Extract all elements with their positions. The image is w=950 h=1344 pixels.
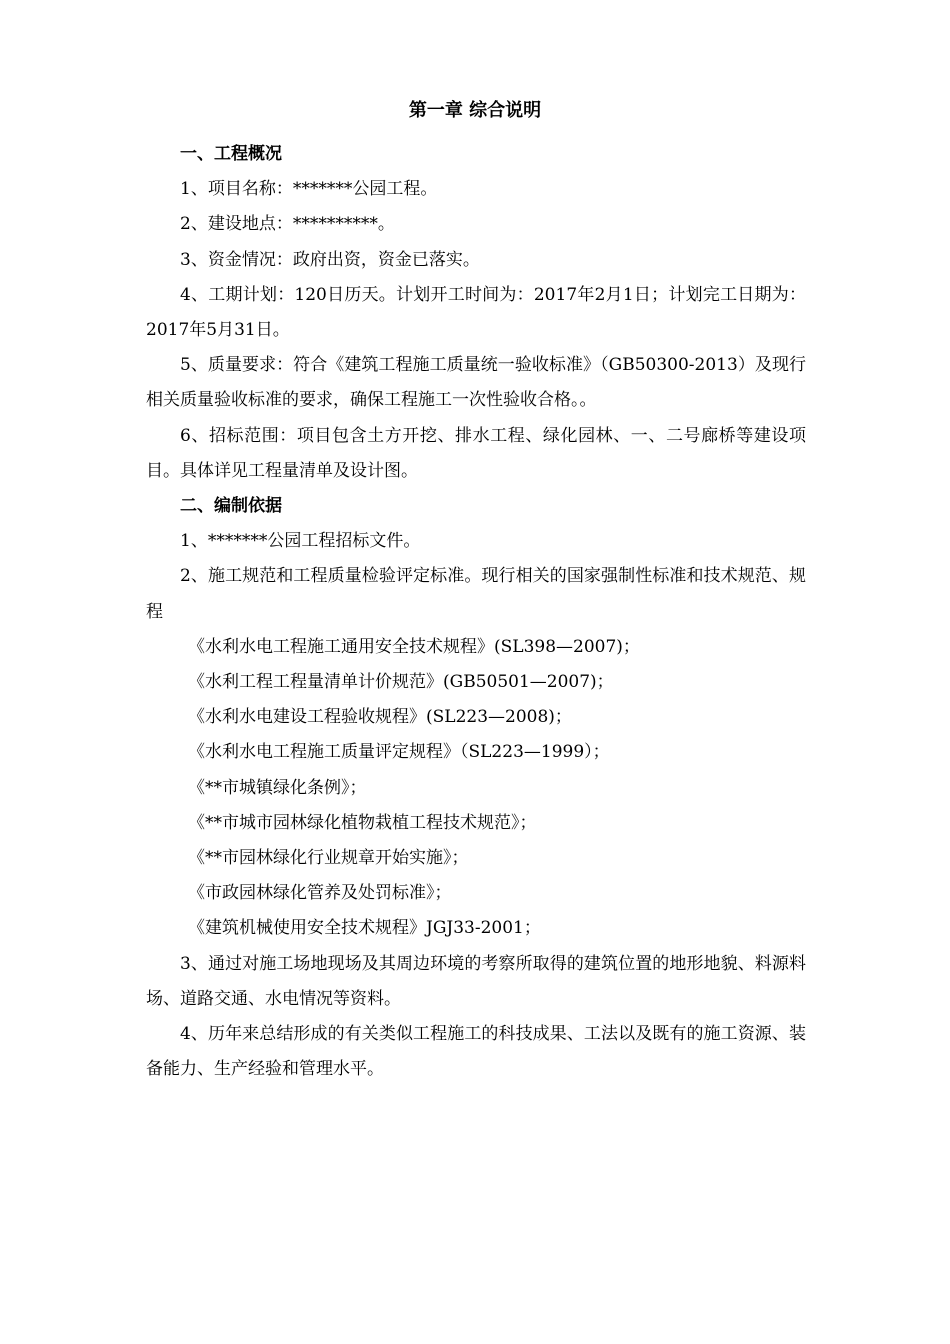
paragraph-quality: 5、质量要求：符合《建筑工程施工质量统一验收标准》（GB50300-2013）及现行相关质量验收标准的要求，确保工程施工一次性验收合格。。 — [146, 355, 806, 411]
paragraph-experience: 4、历年来总结形成的有关类似工程施工的科技成果、工法以及既有的施工资源、装备能力、生产经验和管理水平。 — [146, 1024, 806, 1080]
paragraph-schedule: 4、工期计划：120日历天。计划开工时间为：2017年2月1日；计划完工日期为：2017年5月31日。 — [146, 284, 806, 341]
paragraph-scope: 6、招标范围：项目包含土方开挖、排水工程、绿化园林、一、二号廊桥等建设项目。具体详见工程量清单及设计图。 — [146, 425, 806, 481]
paragraph-standards: 2、施工规范和工程质量检验评定标准。现行相关的国家强制性标准和技术规范、规程 — [146, 566, 806, 622]
reference-item: 《水利工程工程量清单计价规范》(GB50501—2007)； — [188, 672, 614, 693]
document-body — [146, 137, 806, 1087]
reference-item: 《**市园林绿化行业规章开始实施》； — [188, 848, 469, 869]
reference-item: 《建筑机械使用安全技术规程》JGJ33-2001； — [188, 918, 541, 939]
reference-item: 《水利水电建设工程验收规程》(SL223—2008)； — [188, 707, 572, 728]
section-heading-basis: 二、编制依据 — [180, 496, 282, 517]
section-heading-overview: 一、工程概况 — [180, 144, 282, 164]
reference-item: 《**市城镇绿化条例》； — [188, 777, 367, 798]
paragraph-site-survey: 3、通过对施工场地现场及其周边环境的考察所取得的建筑位置的地形地貌、料源料场、道路交通、水电情况等资料。 — [146, 953, 806, 1009]
paragraph-project-name: 1、项目名称：*******公园工程。 — [180, 179, 438, 200]
chapter-title: 第一章 综合说明 — [408, 100, 542, 121]
paragraph-location: 2、建设地点：**********。 — [180, 214, 395, 235]
reference-item: 《水利水电工程施工通用安全技术规程》(SL398—2007)； — [188, 636, 640, 657]
paragraph-funding: 3、资金情况：政府出资，资金已落实。 — [180, 249, 480, 270]
paragraph-tender-docs: 1、*******公园工程招标文件。 — [180, 531, 421, 552]
reference-item: 《市政园林绿化管养及处罚标准》； — [188, 883, 452, 904]
reference-item: 《**市城市园林绿化植物栽植工程技术规范》； — [188, 812, 537, 833]
reference-item: 《水利水电工程施工质量评定规程》（SL223—1999）； — [188, 742, 610, 763]
